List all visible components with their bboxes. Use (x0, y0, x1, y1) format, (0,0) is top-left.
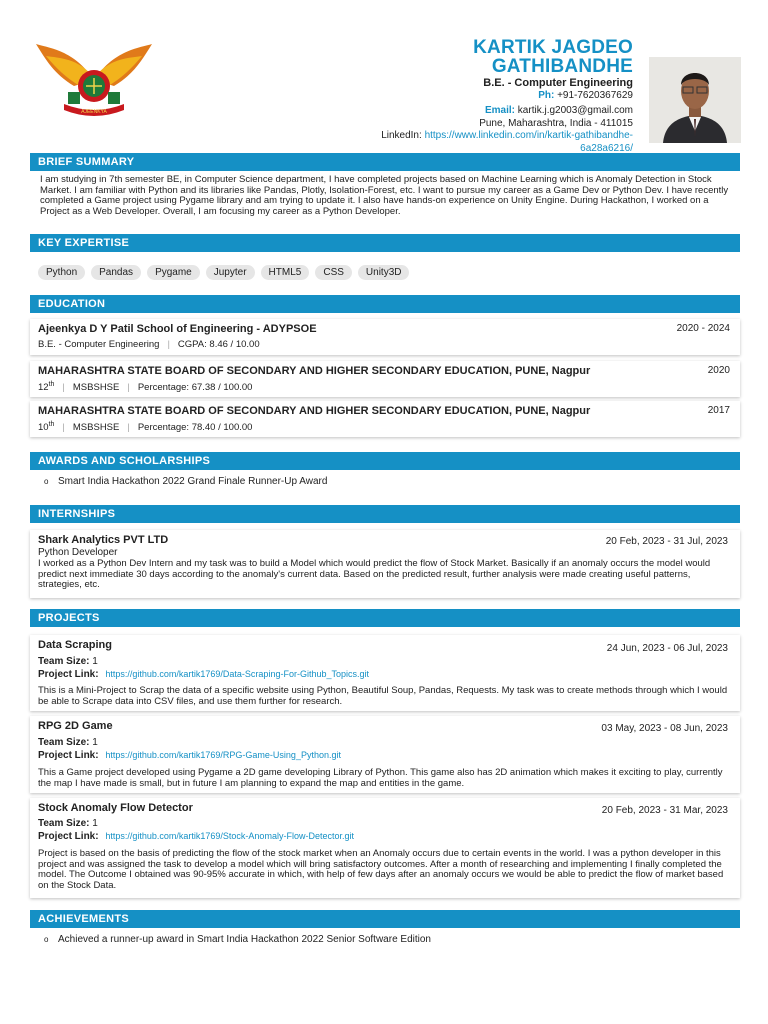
skill-tag: HTML5 (261, 265, 310, 280)
phone-label: Ph: (538, 89, 555, 101)
team-size-label: Team Size: (38, 818, 90, 829)
achievements-heading: ACHIEVEMENTS (30, 910, 740, 928)
class-suffix: th (48, 421, 55, 428)
project-title: RPG 2D Game (38, 720, 113, 732)
project-link-label: Project Link: (38, 831, 99, 842)
award-item: o Smart India Hackathon 2022 Grand Finale Runner-Up Award (30, 470, 740, 487)
skill-tag: Pygame (147, 265, 200, 280)
internship-role: Python Developer (38, 547, 118, 558)
education-heading: EDUCATION (30, 295, 740, 313)
project-date: 20 Feb, 2023 - 31 Mar, 2023 (601, 805, 728, 816)
project-item (30, 635, 740, 711)
education-date: 2020 - 2024 (676, 323, 730, 334)
candidate-name-line2: GATHIBANDHE (491, 56, 633, 77)
team-size-value: 1 (92, 737, 98, 748)
project-item (30, 798, 740, 898)
project-date: 24 Jun, 2023 - 06 Jul, 2023 (606, 643, 728, 654)
education-date: 2017 (707, 405, 730, 416)
expertise-section (30, 234, 740, 280)
awards-section (30, 452, 740, 487)
class-level: 10 (38, 422, 49, 434)
team-size (38, 737, 98, 748)
internships-section (30, 505, 740, 523)
projects-heading: PROJECTS (30, 609, 740, 627)
phone-value: +91-7620367629 (557, 89, 633, 101)
achievements-section (30, 910, 740, 945)
education-details: 12th | MSBSHSE | Percentage: 67.38 / 100.00 (38, 381, 253, 394)
project-link[interactable]: https://github.com/kartik1769/Data-Scraping-For-Github_Topics.git (105, 669, 369, 679)
summary-text: I am studying in 7th semester BE, in Computer Science department, I have completed projects based on Machine Learning which is Anomaly Detection in Stock Market. I am familiar with Python and its libraries like Pandas, Plotly, Isolation-Forest, etc. I want to pursue my career as a Game Dev or Python Dev. I have recently completed a Game project using Pygame library and am trying to update it. I also have hands-on experience on Unity Engine. During Hackathon, I worked on a Project as a Web Developer. Overall, I am focusing my career as a Python Developer. (40, 174, 729, 218)
linkedin-link-part2[interactable]: 6a28a6216/ (580, 142, 633, 154)
board: MSBSHSE (72, 422, 120, 434)
education-item (30, 319, 740, 355)
company-name: Shark Analytics PVT LTD (38, 534, 169, 546)
board: MSBSHSE (72, 382, 120, 394)
skill-tag: Jupyter (206, 265, 255, 280)
college-logo (34, 40, 154, 120)
team-size (38, 656, 98, 667)
internship-date: 20 Feb, 2023 - 31 Jul, 2023 (605, 536, 728, 547)
course: B.E. - Computer Engineering (38, 339, 160, 350)
internships-heading: INTERNSHIPS (30, 505, 740, 523)
project-link-row (38, 831, 354, 842)
project-description: Project is based on the basis of predicting the flow of the stock market when an Anomaly occurs due to certain events in the world. I was a python developer in this project and was assigned the task to develop a model which will bring satisfactory outcomes. After a month of researching and implementing I finally completed the model. The Outcome I obtained was 90-95% accurate in which, with help of few days after an anomaly occurs we would be able to predict the flow of market based on the Stock Data. (38, 848, 724, 892)
education-item (30, 361, 740, 397)
project-link-row (38, 750, 341, 761)
class-suffix: th (48, 381, 55, 388)
project-link[interactable]: https://github.com/kartik1769/RPG-Game-Using_Python.git (105, 750, 341, 760)
awards-heading: AWARDS AND SCHOLARSHIPS (30, 452, 740, 470)
project-link-label: Project Link: (38, 669, 99, 680)
skill-tag: Python (38, 265, 85, 280)
team-size-value: 1 (92, 818, 98, 829)
project-link-label: Project Link: (38, 750, 99, 761)
project-title: Stock Anomaly Flow Detector (38, 802, 193, 814)
education-date: 2020 (707, 365, 730, 376)
education-section (30, 295, 740, 313)
summary-heading: BRIEF SUMMARY (30, 153, 740, 171)
team-size (38, 818, 98, 829)
linkedin-link-part1[interactable]: https://www.linkedin.com/in/kartik-gathibandhe- (424, 130, 633, 141)
education-item (30, 401, 740, 437)
project-title: Data Scraping (38, 639, 112, 651)
skill-tag: Pandas (91, 265, 141, 280)
achievement-item: o Achieved a runner-up award in Smart India Hackathon 2022 Senior Software Edition (30, 928, 740, 945)
profile-photo (649, 57, 741, 143)
project-link-row (38, 669, 369, 680)
project-item (30, 716, 740, 793)
education-details: B.E. - Computer Engineering | CGPA: 8.46 / 10.00 (38, 339, 260, 350)
team-size-label: Team Size: (38, 737, 90, 748)
address: Pune, Maharashtra, India - 411015 (479, 117, 633, 129)
project-description: This is a Mini-Project to Scrap the data of a specific website using Python, Beautiful Soup, Pandas, Requests. My task was to create methods through which I would be able to Scrape data into CSV files, and use them further for research. (38, 685, 728, 707)
project-date: 03 May, 2023 - 08 Jun, 2023 (601, 723, 728, 734)
project-description: This a Game project developed using Pygame a 2D game developing Library of Python. This game also has 2D animation which makes it exciting to play, currently the map I have made is small, but in future I am planning to expand the map and entities in the game. (38, 767, 723, 789)
grade: Percentage: 78.40 / 100.00 (137, 422, 253, 434)
class-level: 12 (38, 382, 49, 394)
logo-text: AJEENKYA (81, 109, 107, 115)
projects-section (30, 609, 740, 627)
summary-section (30, 153, 740, 218)
expertise-tags (30, 252, 740, 280)
contact-block (381, 38, 633, 155)
expertise-heading: KEY EXPERTISE (30, 234, 740, 252)
internship-item (30, 530, 740, 598)
team-size-value: 1 (92, 656, 98, 667)
degree: B.E. - Computer Engineering (483, 77, 633, 89)
board-name: MAHARASHTRA STATE BOARD OF SECONDARY AND HIGHER SECONDARY EDUCATION, PUNE, Nagpur (38, 405, 591, 417)
project-link[interactable]: https://github.com/kartik1769/Stock-Anomaly-Flow-Detector.git (105, 831, 354, 841)
email-value[interactable]: kartik.j.g2003@gmail.com (517, 105, 633, 116)
grade: Percentage: 67.38 / 100.00 (137, 382, 253, 394)
team-size-label: Team Size: (38, 656, 90, 667)
email-label: Email: (485, 105, 516, 116)
education-details: 10th | MSBSHSE | Percentage: 78.40 / 100.00 (38, 421, 253, 434)
school-name: Ajeenkya D Y Patil School of Engineering - ADYPSOE (38, 323, 317, 335)
skill-tag: Unity3D (358, 265, 410, 280)
grade: CGPA: 8.46 / 10.00 (177, 339, 260, 350)
candidate-name-line1: KARTIK JAGDEO (473, 37, 633, 58)
linkedin-label: LinkedIn: (381, 130, 422, 141)
internship-description: I worked as a Python Dev Intern and my task was to build a Model which would predict the flow of Stock Market. Basically if an anomaly occurs the model would predict next immediate 30 days according to the anomaly's current data. Based on the predicted result, further analysis were made creating useful patterns, strategies, etc. (38, 558, 711, 591)
skill-tag: CSS (315, 265, 352, 280)
board-name: MAHARASHTRA STATE BOARD OF SECONDARY AND HIGHER SECONDARY EDUCATION, PUNE, Nagpur (38, 365, 591, 377)
